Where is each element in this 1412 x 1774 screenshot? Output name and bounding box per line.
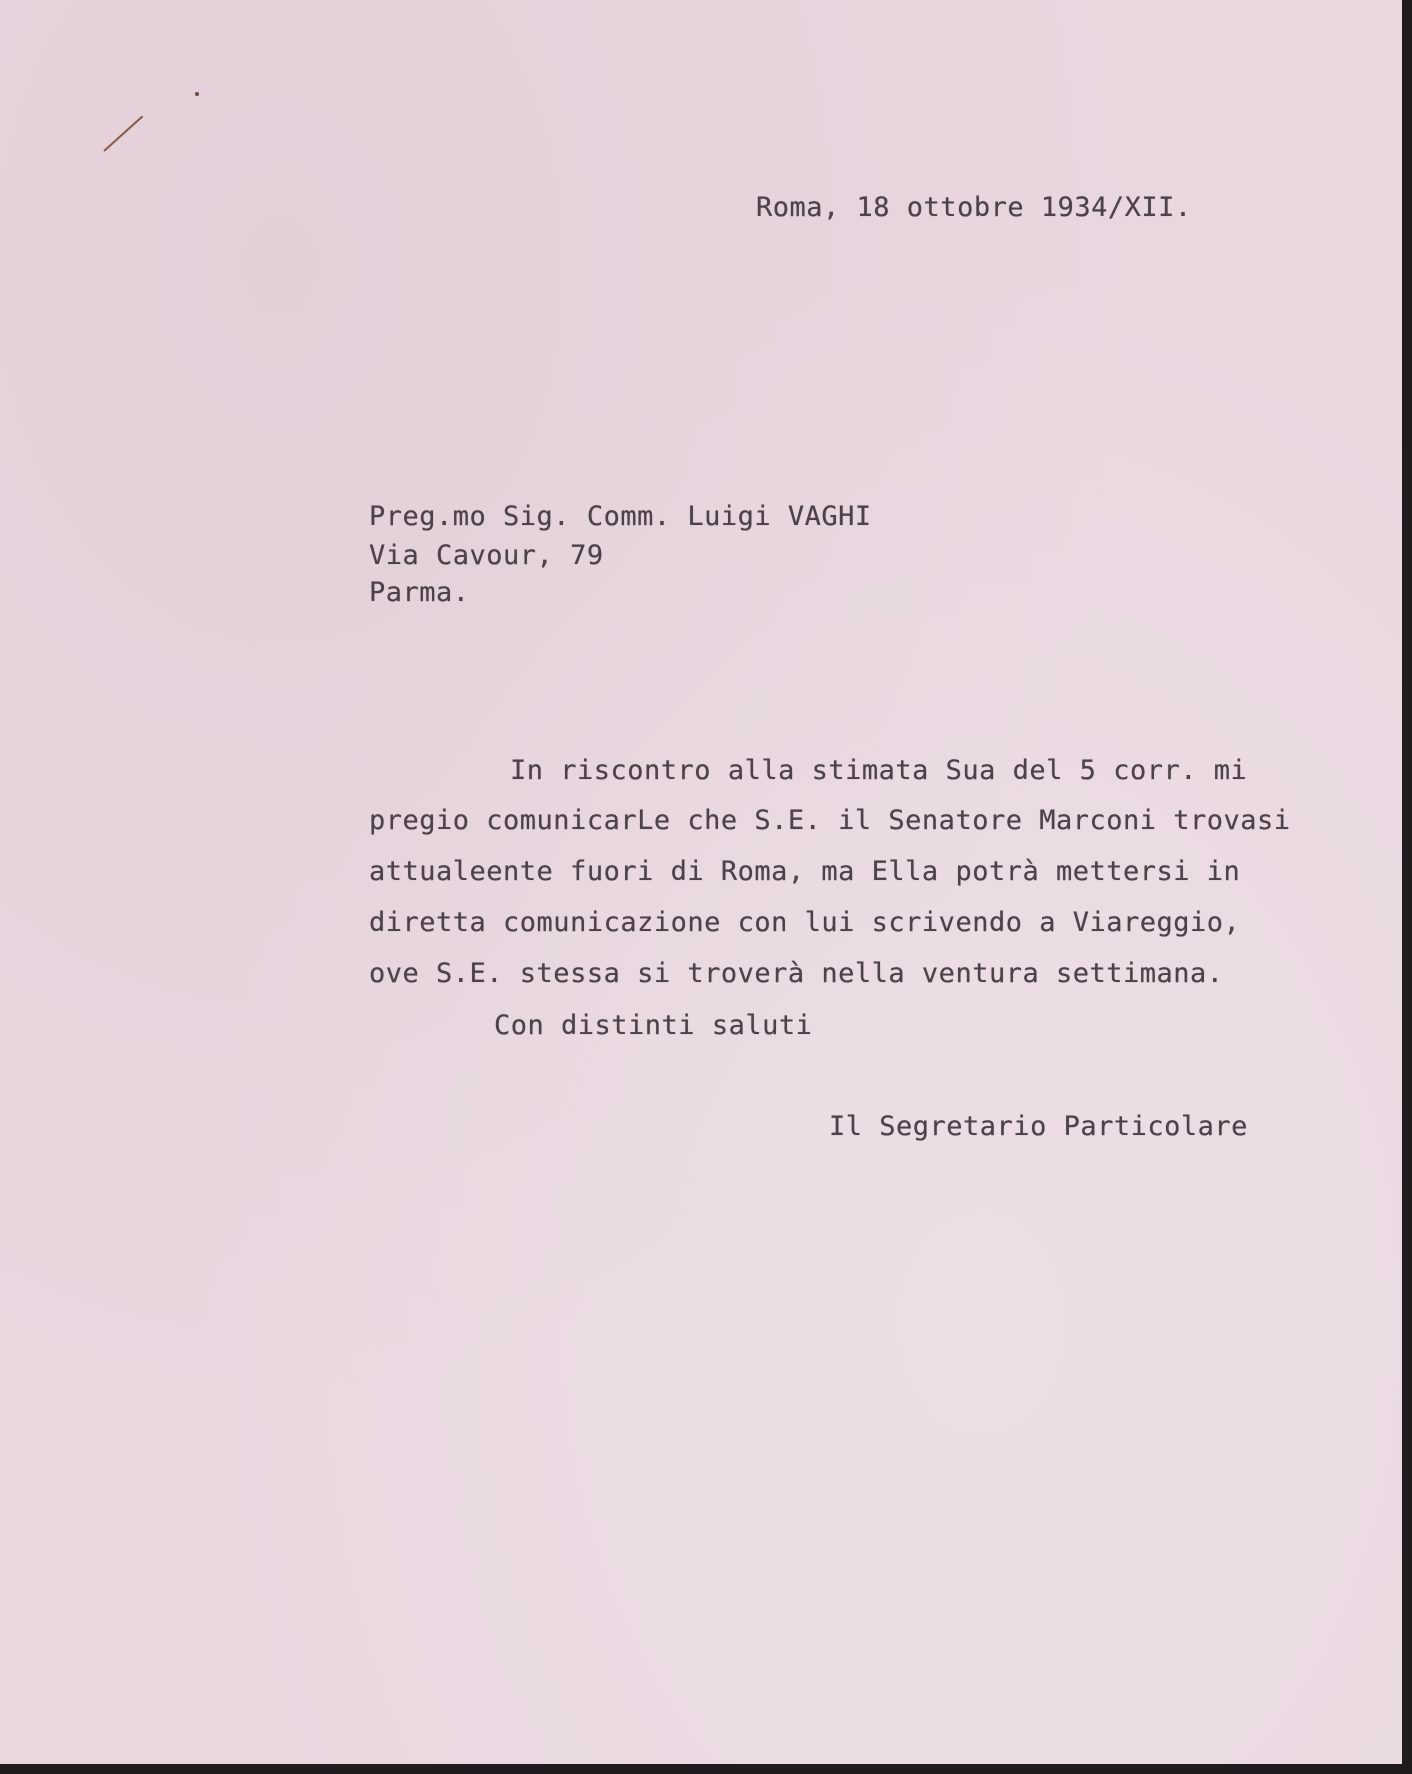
pencil-mark <box>195 92 199 96</box>
body-line-3: attualeente fuori di Roma, ma Ella potrà mettersi in <box>369 856 1241 887</box>
body-line-2: pregio comunicarLe che S.E. il Senatore Marconi trovasi <box>369 805 1291 836</box>
scan-border-right <box>1402 0 1412 1774</box>
closing-salutation: Con distinti saluti <box>494 1010 813 1041</box>
body-line-5: ove S.E. stessa si troverà nella ventura settimana. <box>369 958 1224 989</box>
recipient-city: Parma. <box>369 577 470 608</box>
body-line-4: diretta comunicazione con lui scrivendo a Viareggio, <box>369 907 1241 938</box>
recipient-name: Preg.mo Sig. Comm. Luigi VAGHI <box>369 501 872 532</box>
scan-border-bottom <box>0 1764 1412 1774</box>
recipient-street: Via Cavour, 79 <box>369 540 604 571</box>
pencil-stroke <box>103 115 143 151</box>
signature-title: Il Segretario Particolare <box>829 1111 1248 1142</box>
body-line-1: In riscontro alla stimata Sua del 5 corr. mi <box>510 755 1248 786</box>
date-line: Roma, 18 ottobre 1934/XII. <box>756 192 1192 223</box>
